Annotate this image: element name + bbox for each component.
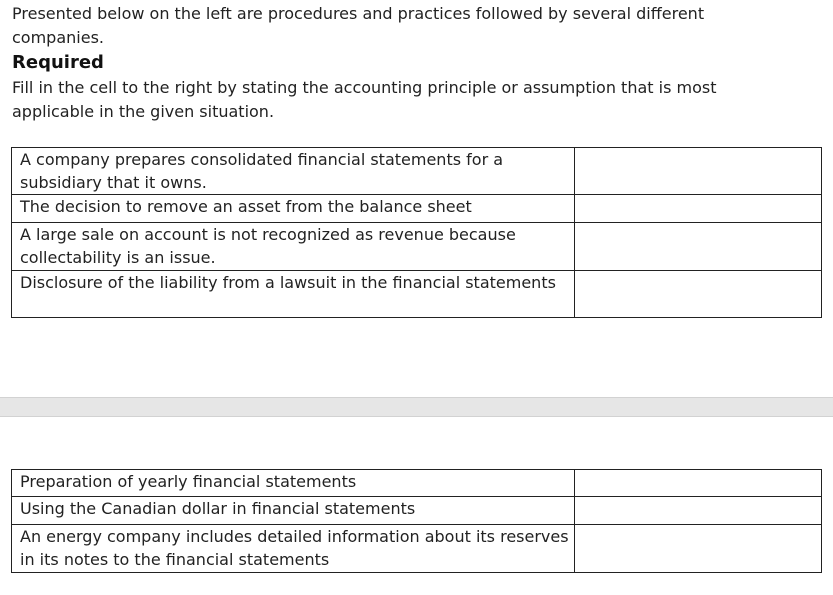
situation-cell: Preparation of yearly financial statements [12, 470, 575, 497]
situation-cell: A company prepares consolidated financial statements for a subsidiary that it owns. [12, 148, 575, 195]
answer-cell[interactable] [575, 470, 822, 497]
answer-cell[interactable] [575, 223, 822, 271]
table-row [12, 525, 822, 573]
situation-cell: Disclosure of the liability from a lawsuit in the financial statements [12, 271, 575, 318]
section-divider [0, 397, 833, 417]
required-heading: Required [12, 52, 104, 73]
situations-table-2 [11, 469, 822, 573]
situation-cell: An energy company includes detailed information about its reserves in its notes to the financial statements [12, 525, 575, 573]
answer-cell[interactable] [575, 497, 822, 525]
situations-table-1 [11, 147, 822, 318]
table-row [12, 470, 822, 497]
situation-cell: Using the Canadian dollar in financial statements [12, 497, 575, 525]
table-row [12, 223, 822, 271]
situation-cell: The decision to remove an asset from the balance sheet [12, 195, 575, 223]
intro-text: Presented below on the left are procedures and practices followed by several different companies. [12, 4, 705, 47]
answer-cell[interactable] [575, 148, 822, 195]
instruction-text: Fill in the cell to the right by stating the accounting principle or assumption that is most applicable in the given situation. [12, 78, 717, 121]
table-row [12, 195, 822, 223]
table-row [12, 271, 822, 318]
answer-cell[interactable] [575, 271, 822, 318]
table-row [12, 497, 822, 525]
answer-cell[interactable] [575, 525, 822, 573]
table-row [12, 148, 822, 195]
answer-cell[interactable] [575, 195, 822, 223]
situation-cell: A large sale on account is not recognized as revenue because collectability is an issue. [12, 223, 575, 271]
